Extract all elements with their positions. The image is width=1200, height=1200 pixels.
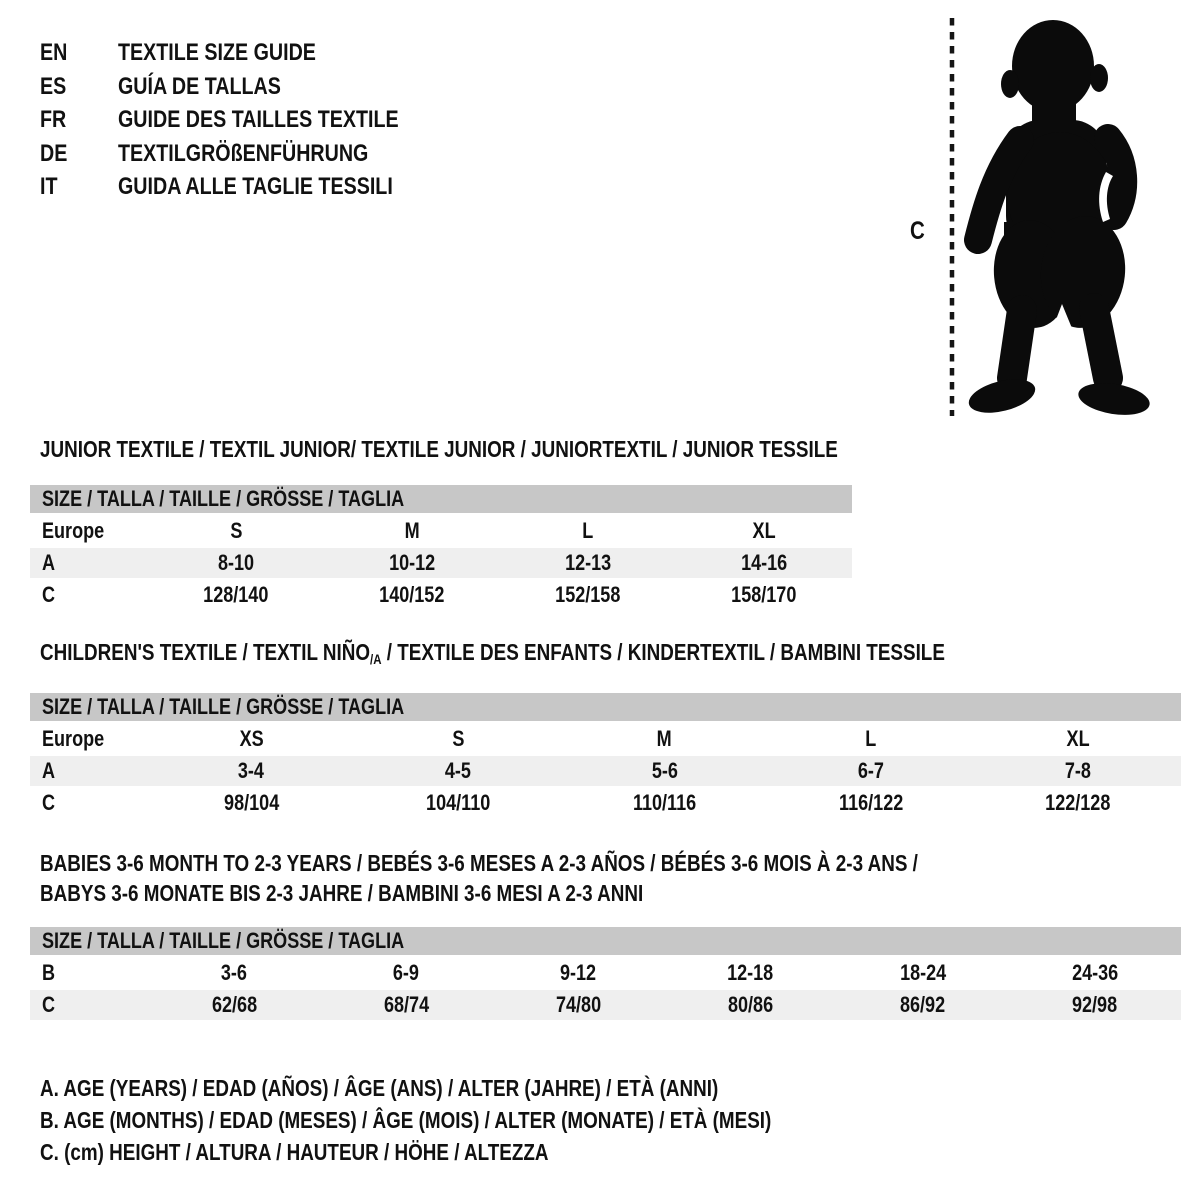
value-cell: 62/68 bbox=[211, 992, 257, 1017]
language-code: DE bbox=[40, 139, 68, 167]
value-cell: 110/116 bbox=[632, 790, 697, 815]
table-row-height bbox=[30, 580, 852, 610]
row-label: C bbox=[42, 582, 56, 607]
babies-section-title-line1: BABIES 3-6 MONTH TO 2-3 YEARS / BEBÉS 3-6 MESES A 2-3 AÑOS / BÉBÉS 3-6 MOIS À 2-3 ANS / bbox=[40, 850, 918, 876]
value-cell: 104/110 bbox=[425, 790, 490, 815]
junior-section-title: JUNIOR TEXTILE / TEXTIL JUNIOR/ TEXTILE JUNIOR / JUNIORTEXTIL / JUNIOR TESSILE bbox=[40, 436, 838, 462]
measurement-legend bbox=[40, 1072, 932, 1168]
row-label: C bbox=[42, 790, 56, 815]
size-column: L bbox=[865, 726, 877, 751]
toddler-silhouette bbox=[900, 12, 1200, 422]
value-cell: 6-7 bbox=[858, 758, 885, 783]
value-cell: 5-6 bbox=[651, 758, 678, 783]
value-cell: 24-36 bbox=[1071, 960, 1119, 985]
value-cell: 14-16 bbox=[740, 550, 788, 575]
language-label: TEXTILGRÖßENFÜHRUNG bbox=[118, 139, 369, 167]
row-label: B bbox=[42, 960, 56, 985]
value-cell: 7-8 bbox=[1064, 758, 1091, 783]
value-cell: 18-24 bbox=[899, 960, 946, 985]
size-column: XS bbox=[239, 726, 264, 751]
value-cell: 80/86 bbox=[728, 992, 774, 1017]
region-label: Europe bbox=[42, 726, 105, 751]
value-cell: 3-6 bbox=[221, 960, 248, 985]
size-header-bar: SIZE / TALLA / TAILLE / GRÖSSE / TAGLIA bbox=[30, 693, 1181, 721]
region-label: Europe bbox=[42, 518, 105, 543]
legend-line-c: C. (cm) HEIGHT / ALTURA / HAUTEUR / HÖHE / ALTEZZA bbox=[40, 1139, 549, 1165]
title-subscript: /A bbox=[370, 651, 382, 667]
row-label: A bbox=[42, 550, 56, 575]
language-row-en bbox=[40, 36, 460, 70]
size-column: S bbox=[451, 726, 464, 751]
height-measure-label: C bbox=[910, 217, 925, 245]
language-code: IT bbox=[40, 173, 58, 200]
language-label: GUIDE DES TAILLES TEXTILE bbox=[118, 106, 399, 133]
value-cell: 86/92 bbox=[900, 992, 946, 1017]
value-cell: 9-12 bbox=[560, 960, 597, 985]
value-cell: 152/158 bbox=[555, 582, 621, 607]
children-size-table bbox=[30, 693, 1181, 818]
row-label: A bbox=[42, 758, 56, 783]
children-section-title: CHILDREN'S TEXTILE / TEXTIL NIÑO/A / TEXTILE DES ENFANTS / KINDERTEXTIL / BAMBINI TESSILE bbox=[40, 639, 945, 667]
value-cell: 74/80 bbox=[555, 992, 601, 1017]
junior-size-table bbox=[30, 485, 852, 610]
value-cell: 128/140 bbox=[203, 582, 269, 607]
table-row-months bbox=[30, 958, 1181, 988]
language-row-es bbox=[40, 70, 460, 104]
language-title-list bbox=[40, 36, 460, 204]
language-label: TEXTILE SIZE GUIDE bbox=[118, 39, 316, 66]
value-cell: 92/98 bbox=[1072, 992, 1118, 1017]
size-column: S bbox=[229, 518, 243, 543]
babies-section-title-line2: BABYS 3-6 MONATE BIS 2-3 JAHRE / BAMBINI 3-6 MESI A 2-3 ANNI bbox=[40, 880, 644, 906]
language-row-de bbox=[40, 137, 460, 171]
language-label: GUÍA DE TALLAS bbox=[118, 72, 281, 100]
size-column: XL bbox=[752, 518, 776, 543]
value-cell: 140/152 bbox=[379, 582, 445, 607]
value-cell: 4-5 bbox=[444, 758, 471, 783]
table-row-age bbox=[30, 548, 852, 578]
value-cell: 12-18 bbox=[727, 960, 774, 985]
language-row-it bbox=[40, 170, 460, 204]
value-cell: 122/128 bbox=[1045, 790, 1111, 815]
legend-line-b: B. AGE (MONTHS) / EDAD (MESES) / ÂGE (MOIS) / ALTER (MONATE) / ETÀ (MESI) bbox=[40, 1107, 772, 1133]
language-label: GUIDA ALLE TAGLIE TESSILI bbox=[118, 173, 393, 200]
language-code: EN bbox=[40, 39, 68, 66]
size-column: M bbox=[404, 518, 420, 543]
table-row-europe bbox=[30, 724, 1181, 754]
language-code: ES bbox=[40, 72, 67, 100]
table-row-height bbox=[30, 990, 1181, 1020]
legend-line-a: A. AGE (YEARS) / EDAD (AÑOS) / ÂGE (ANS) / ALTER (JAHRE) / ETÀ (ANNI) bbox=[40, 1075, 719, 1101]
size-header-bar: SIZE / TALLA / TAILLE / GRÖSSE / TAGLIA bbox=[30, 485, 852, 513]
babies-size-table bbox=[30, 927, 1181, 1020]
size-column: L bbox=[582, 518, 594, 543]
value-cell: 8-10 bbox=[217, 550, 255, 575]
size-column: XL bbox=[1066, 726, 1090, 751]
table-row-europe bbox=[30, 516, 852, 546]
value-cell: 68/74 bbox=[383, 992, 429, 1017]
table-row-height bbox=[30, 788, 1181, 818]
language-row-fr bbox=[40, 103, 460, 137]
value-cell: 116/122 bbox=[838, 790, 904, 815]
value-cell: 10-12 bbox=[388, 550, 436, 575]
size-column: M bbox=[656, 726, 672, 751]
table-row-age bbox=[30, 756, 1181, 786]
value-cell: 12-13 bbox=[564, 550, 612, 575]
value-cell: 3-4 bbox=[238, 758, 265, 783]
value-cell: 158/170 bbox=[731, 582, 797, 607]
value-cell: 6-9 bbox=[393, 960, 420, 985]
value-cell: 98/104 bbox=[223, 790, 279, 815]
size-header-bar: SIZE / TALLA / TAILLE / GRÖSSE / TAGLIA bbox=[30, 927, 1181, 955]
row-label: C bbox=[42, 992, 56, 1017]
language-code: FR bbox=[40, 106, 67, 133]
